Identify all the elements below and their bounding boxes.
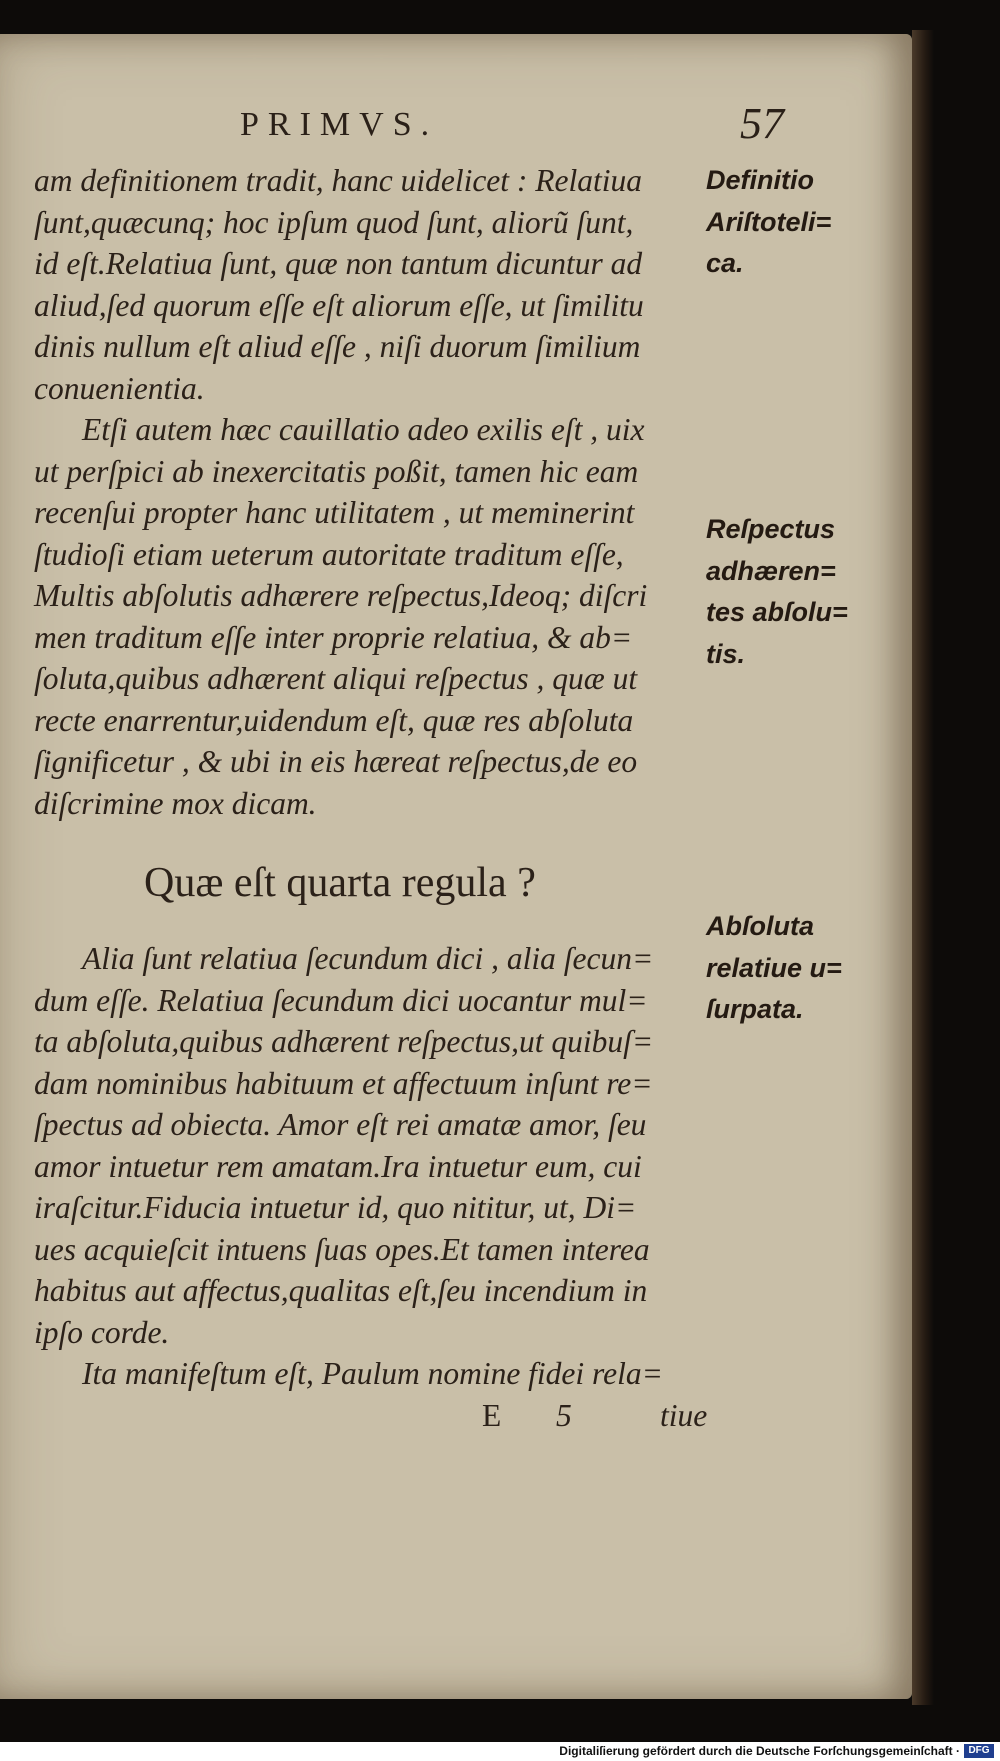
text-line: diſcrimine mox dicam. [34, 785, 317, 821]
margin-line: Reſpectus [706, 514, 836, 544]
main-text [34, 160, 708, 1439]
text-line: ſoluta,quibus adhærent aliqui reſpectus , quæ ut [34, 661, 638, 696]
page-header [0, 76, 912, 156]
margin-line: adhæren= [706, 555, 836, 586]
book-spine [912, 30, 934, 1705]
marginal-note-definitio [706, 160, 886, 285]
text-line: ta abſoluta,quibus adhærent reſpectus,ut quibuſ= [34, 1024, 654, 1059]
margin-line: ſurpata. [706, 994, 804, 1024]
text-line: dinis nullum eſt aliud eſſe , niſi duorum ſimilium [34, 329, 641, 364]
text-line: habitus aut affectus,qualitas eſt,ſeu incendium in [34, 1273, 648, 1308]
text-line: id eſt.Relatiua ſunt, quæ non tantum dicuntur ad [34, 246, 643, 281]
margin-line: Ariſtoteli= [706, 206, 832, 237]
spacer [34, 824, 704, 848]
digitization-footer [0, 1742, 1000, 1761]
margin-line: tis. [706, 638, 746, 669]
text-line: aliud,ſed quorum eſſe eſt aliorum eſſe, ut ſimilitu [34, 287, 644, 323]
text-line: ues acquieſcit intuens ſuas opes.Et tamen interea [34, 1231, 650, 1267]
margin-line: relatiue u= [706, 952, 842, 983]
margin-line: Definitio [706, 165, 814, 195]
text-line: dum eſſe. Relatiua ſecundum dici uocantur mul= [34, 982, 648, 1018]
footer-credit: Digitaliſierung gefördert durch die Deutsche Forſchungsgemeinſchaft · [559, 1744, 960, 1758]
running-title: PRIMVS. [240, 106, 439, 143]
margin-line: ca. [706, 248, 744, 278]
text-line: recte enarrentur,uidendum eſt, quæ res abſoluta [34, 702, 634, 738]
marginal-note-absoluta [706, 906, 886, 1031]
spacer [34, 918, 704, 938]
section-heading: Quæ eſt quarta regula ? [144, 860, 536, 906]
signature-number: 5 [556, 1397, 572, 1433]
catchline [34, 1395, 708, 1439]
text-line: ut perſpici ab inexercitatis poßit, tamen hic eam [34, 453, 639, 489]
text-line: dam nominibus habituum et affectuum inſunt re= [34, 1065, 653, 1101]
dfg-logo: DFG [964, 1744, 994, 1758]
margin-line: tes abſolu= [706, 597, 848, 627]
text-line: ſunt,quæcunq; hoc ipſum quod ſunt, aliorũ ſunt, [34, 204, 634, 240]
signature-mark: E [482, 1397, 502, 1433]
text-line: iraſcitur.Fiducia intuetur id, quo nititur, ut, Di= [34, 1190, 637, 1225]
marginal-note-respectus [706, 509, 886, 675]
text-line: conuenientia. [34, 370, 205, 406]
text-line: Multis abſolutis adhærere reſpectus,Ideoq; diſcri [34, 578, 648, 613]
text-line: men traditum eſſe inter proprie relatiua, & ab= [34, 619, 633, 655]
page-number: 57 [740, 99, 784, 148]
text-line: ipſo corde. [34, 1314, 170, 1350]
catchword: tiue [660, 1397, 708, 1433]
text-line: Etſi autem hæc cauillatio adeo exilis eſt , uix [82, 412, 645, 447]
text-line: Ita manifeſtum eſt, Paulum nomine fidei rela= [82, 1356, 663, 1391]
text-line: ſignificetur , & ubi in eis hæreat reſpectus,de eo [34, 744, 638, 779]
margin-line: Abſoluta [706, 911, 814, 941]
text-line: ſpectus ad obiecta. Amor eſt rei amatæ amor, ſeu [34, 1107, 647, 1142]
text-line: amor intuetur rem amatam.Ira intuetur eum, cui [34, 1148, 642, 1184]
text-line: ſtudioſi etiam ueterum autoritate traditum eſſe, [34, 536, 624, 572]
text-line: Alia ſunt relatiua ſecundum dici , alia ſecun= [82, 941, 654, 976]
text-line: recenſui propter hanc utilitatem , ut meminerint [34, 495, 635, 530]
text-line: am definitionem tradit, hanc uidelicet : Relatiua [34, 163, 643, 198]
